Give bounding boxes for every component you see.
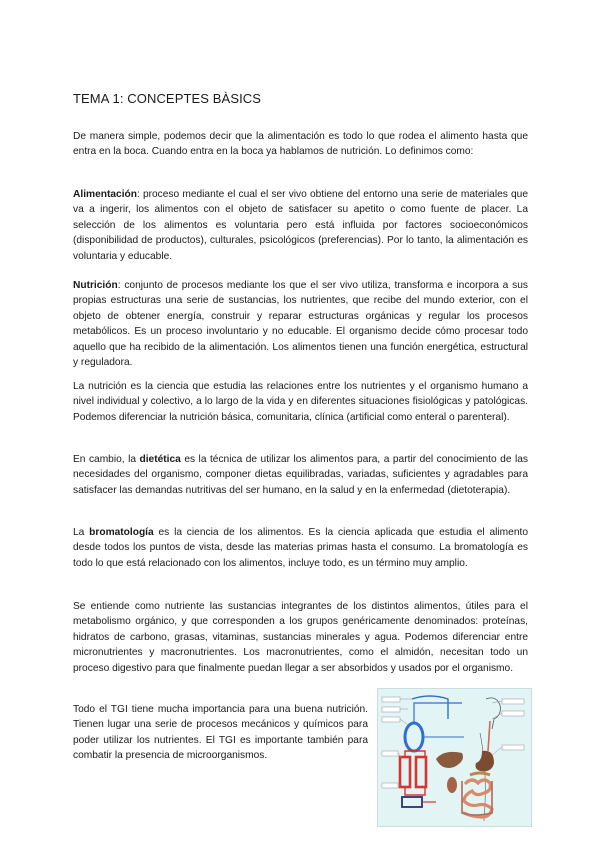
paragraph-text: Todo el TGI tiene mucha importancia para una buena nutrición. Tienen lugar una serie de procesos mecánicos y químicos para poder utilizar los nutrientes. El TGI es importante también para combatir la presencia de microorganismos. xyxy=(73,704,368,762)
paragraph-lead: En cambio, la xyxy=(73,454,140,465)
paragraph-dietetica xyxy=(73,452,528,498)
paragraph-text: es la ciencia de los alimentos. Es la ciencia aplicada que estudia el alimento desde todos los puntos de vista, desde las materias primas hasta el consumo. La bromatología es todo lo que está relacionado con los alimentos, incluye todo, es un término muy amplio. xyxy=(73,527,528,569)
paragraph-alimentacion xyxy=(73,187,528,264)
paragraph-nutricion xyxy=(73,278,528,370)
paragraph-nutricion-ciencia xyxy=(73,379,528,425)
term-dietetica: dietética xyxy=(139,454,181,465)
paragraph-text: De manera simple, podemos decir que la alimentación es todo lo que rodea el alimento hasta que entra en la boca. Cuando entra en la boca ya hablamos de nutrición. Lo definimos como: xyxy=(73,131,528,158)
digestive-system-figure xyxy=(377,688,532,827)
paragraph-nutrientes xyxy=(73,599,528,676)
paragraph-text: Se entiende como nutriente las sustancias integrantes de los distintos alimentos, útiles para el metabolismo orgánico, y que corresponden a los grupos genéricamente denominados: proteínas, hidratos de carbono, grasas, vitaminas, sustancias minerales y agua. Podemos diferenciar entre micronutrientes y macronutrientes. Los macronutrientes, como el almidón, necesitan todo un proceso digestivo para que finalmente puedan llegar a ser absorbidos y usados por el organismo. xyxy=(73,601,528,674)
document-title: TEMA 1: CONCEPTES BÀSICS xyxy=(73,91,262,106)
term-bromatologia: bromatología xyxy=(89,527,154,538)
paragraph-intro xyxy=(73,129,528,160)
paragraph-text: : proceso mediante el cual el ser vivo obtiene del entorno una serie de materiales que va a ingerir, los alimentos con el objeto de satisfacer su apetito o como fuente de placer. La selección de los alimentos es voluntaria pero está influida por factores socioeconómicos (disponibilidad de productos), culturales, psicológicos (preferencias). Por lo tanto, la alimentación es voluntaria y educable. xyxy=(73,189,528,262)
term-nutricion: Nutrición xyxy=(73,280,118,291)
paragraph-tgi xyxy=(73,702,368,764)
paragraph-text: es la técnica de utilizar los alimentos para, a partir del conocimiento de las necesidades del organismo, componer dietas equilibradas, variadas, suficientes y agradables para satisfacer las demandas nutritivas del ser humano, en la salud y en la enfermedad (dietoterapia). xyxy=(73,454,528,496)
paragraph-text: : conjunto de procesos mediante los que el ser vivo utiliza, transforma e incorpora a sus propias estructuras una serie de sustancias, los nutrientes, que recibe del mundo exterior, con el objeto de obtener energía, construir y reparar estructuras orgánicas y regular los procesos metabólicos. Es un proceso involuntario y no educable. El organismo decide cómo procesar todo aquello que ha recibido de la alimentación. Los alimentos tienen una función energética, estructural y reguladora. xyxy=(73,280,528,369)
paragraph-lead: La xyxy=(73,527,90,538)
paragraph-text: La nutrición es la ciencia que estudia las relaciones entre los nutrientes y el organismo humano a nivel individual y colectivo, a lo largo de la vida y en diferentes situaciones fisiológicas y patológicas. Podemos diferenciar la nutrición básica, comunitaria, clínica (artificial como enteral o parenteral). xyxy=(73,381,528,423)
digestive-system-diagram xyxy=(378,689,531,826)
term-alimentacion: Alimentación xyxy=(73,189,137,200)
paragraph-bromatologia xyxy=(73,525,528,571)
